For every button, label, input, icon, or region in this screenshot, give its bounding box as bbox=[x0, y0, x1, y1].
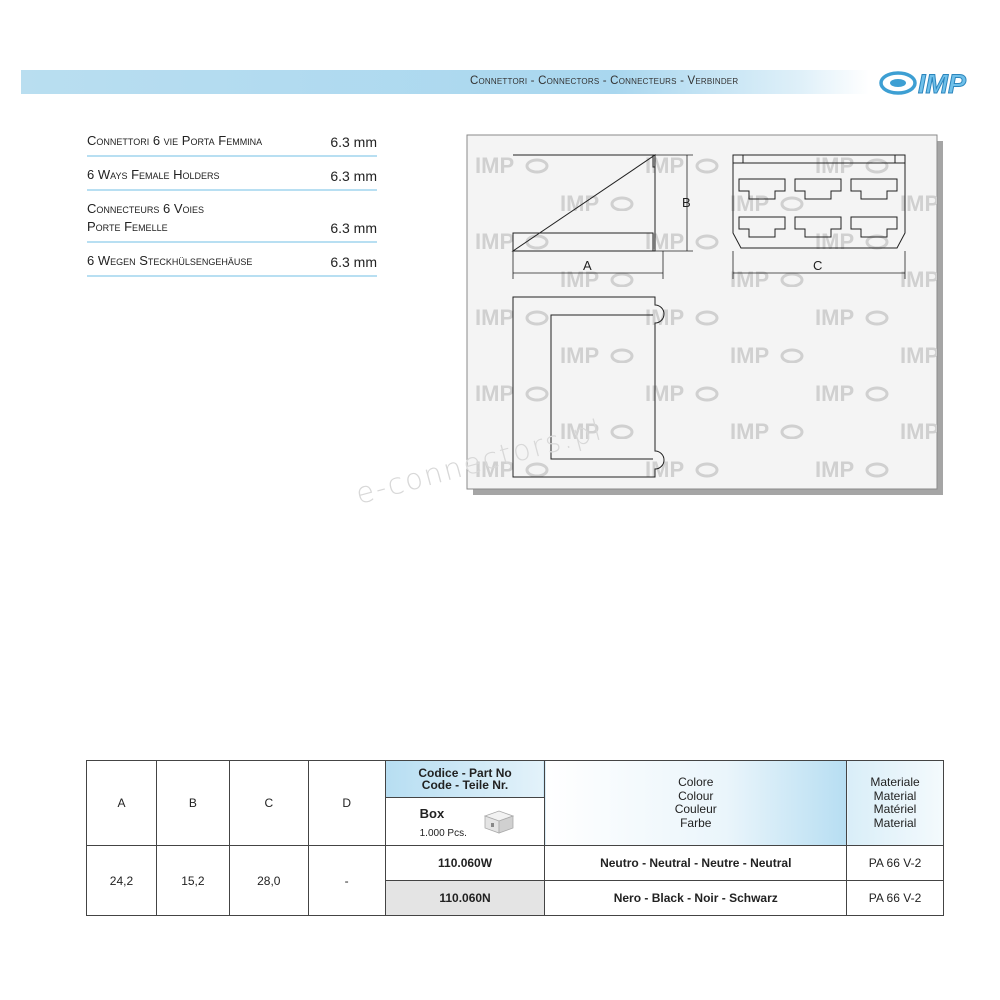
spec-label-line: Porte Femelle bbox=[87, 219, 168, 234]
spec-list bbox=[87, 130, 377, 284]
dim-d-value: - bbox=[308, 846, 385, 916]
header-c: C bbox=[229, 761, 308, 846]
spec-label-line: Connecteurs 6 Voies bbox=[87, 201, 205, 216]
logo-text: IMP bbox=[918, 69, 967, 99]
header-code-line: Codice - Part No bbox=[418, 766, 512, 781]
dim-b-value: 15,2 bbox=[156, 846, 229, 916]
box-pcs: 1.000 Pcs. bbox=[419, 828, 467, 840]
dim-a-value: 24,2 bbox=[87, 846, 157, 916]
material-line: Material bbox=[873, 788, 917, 803]
dim-a-label: A bbox=[583, 258, 592, 273]
site-watermark: e-connectors.pl bbox=[352, 412, 607, 511]
header-colour bbox=[545, 761, 847, 846]
box-header bbox=[385, 798, 545, 846]
spec-value: 6.3 mm bbox=[330, 254, 377, 270]
material-value: PA 66 V-2 bbox=[847, 881, 944, 916]
material-line: Matériel bbox=[873, 802, 917, 816]
spec-label: 6 Wegen Steckhülsengehäuse bbox=[87, 253, 253, 268]
header-b: B bbox=[156, 761, 229, 846]
header-code bbox=[385, 761, 545, 798]
colour-value: Nero - Black - Noir - Schwarz bbox=[545, 881, 847, 916]
header-code-line: Code - Teile Nr. bbox=[421, 778, 509, 793]
spec-row bbox=[87, 198, 377, 243]
part-code: 110.060W bbox=[385, 846, 545, 881]
imp-logo bbox=[878, 66, 988, 100]
material-line: Material bbox=[873, 815, 917, 830]
colour-line: Colour bbox=[678, 788, 714, 803]
header-bar bbox=[21, 70, 869, 94]
spec-value: 6.3 mm bbox=[330, 168, 377, 184]
dim-c-label: C bbox=[813, 258, 823, 273]
dim-b-label: B bbox=[682, 195, 691, 210]
spec-table bbox=[86, 760, 944, 916]
page-title: Connettori - Connectors - Connecteurs - Verbinder bbox=[470, 75, 739, 87]
spec-label bbox=[87, 200, 204, 236]
colour-line: Colore bbox=[678, 775, 714, 789]
colour-value: Neutro - Neutral - Neutre - Neutral bbox=[545, 846, 847, 881]
header-material bbox=[847, 761, 944, 846]
spec-label: Connettori 6 vie Porta Femmina bbox=[87, 133, 263, 148]
spec-value: 6.3 mm bbox=[330, 134, 377, 150]
part-code: 110.060N bbox=[385, 881, 545, 916]
dim-c-value: 28,0 bbox=[229, 846, 308, 916]
material-line: Materiale bbox=[870, 775, 920, 789]
header-d: D bbox=[308, 761, 385, 846]
spec-label: 6 Ways Female Holders bbox=[87, 167, 220, 182]
spec-row bbox=[87, 130, 377, 157]
material-value: PA 66 V-2 bbox=[847, 846, 944, 881]
spec-row bbox=[87, 164, 377, 191]
box-label: Box bbox=[419, 806, 445, 822]
colour-line: Couleur bbox=[674, 802, 717, 816]
colour-line: Farbe bbox=[680, 815, 712, 830]
header-a: A bbox=[87, 761, 157, 846]
spec-row bbox=[87, 250, 377, 277]
box-icon bbox=[482, 808, 516, 834]
spec-value: 6.3 mm bbox=[330, 220, 377, 236]
